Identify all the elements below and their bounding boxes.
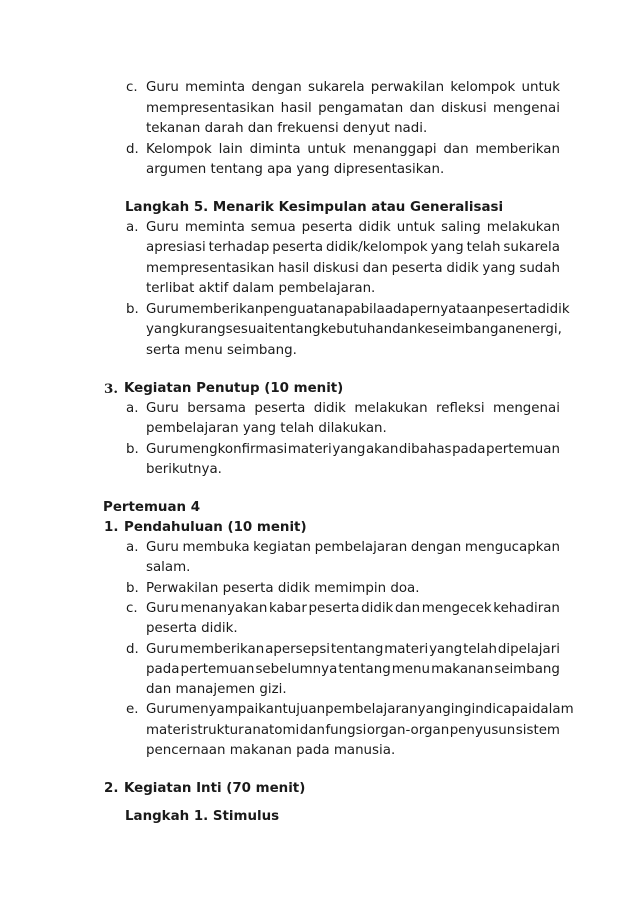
word: refleksi — [436, 401, 485, 416]
word: saling — [441, 220, 481, 235]
word: penyusun — [449, 723, 516, 738]
text-line — [146, 660, 560, 680]
text-line: terlibat aktif dalam pembelajaran. — [146, 281, 376, 296]
word: menu — [391, 662, 431, 677]
word: didik/kelompok — [326, 240, 428, 255]
text-line — [146, 320, 560, 340]
word: memberikan — [475, 142, 560, 157]
list-marker: c. — [126, 601, 138, 616]
list-marker: a. — [126, 540, 139, 555]
word: mengkonfirmasi — [179, 442, 288, 457]
meeting-heading: Pertemuan 4 — [103, 500, 201, 515]
word: Guru — [146, 302, 179, 317]
word: Guru — [146, 442, 179, 457]
text-line: Perwakilan peserta didik memimpin doa. — [146, 581, 420, 596]
word: terhadap — [208, 240, 270, 255]
word: mengecek — [421, 601, 492, 616]
list-marker: b. — [126, 442, 139, 457]
word: tentang — [330, 642, 384, 657]
text-line — [146, 140, 560, 160]
word: didik — [446, 261, 479, 276]
list-marker: b. — [126, 581, 139, 596]
word: keseimbangan — [417, 322, 516, 337]
text-line: argumen tentang apa yang dipresentasikan. — [146, 162, 445, 177]
word: ada — [384, 302, 410, 317]
word: dan — [409, 101, 435, 116]
word: peserta — [254, 401, 306, 416]
word: melakukan — [354, 401, 428, 416]
word: dengan — [410, 540, 462, 555]
word: sebelumnya — [255, 662, 338, 677]
section-number: 3. — [104, 381, 118, 397]
word: pembelajaran — [314, 540, 408, 555]
word: sistem — [515, 723, 560, 738]
word: meminta — [184, 220, 245, 235]
section-number: 2. — [104, 781, 119, 796]
word: Kelompok — [146, 142, 212, 157]
word: anatomi — [244, 723, 300, 738]
word: pada — [146, 662, 180, 677]
word: kebutuhan — [320, 322, 393, 337]
word: dicapai — [483, 702, 532, 717]
word: Guru — [146, 601, 179, 616]
text-line — [146, 538, 560, 558]
word: dan — [299, 723, 325, 738]
word: semua — [250, 220, 296, 235]
word: Guru — [146, 642, 179, 657]
text-line — [146, 700, 574, 720]
word: memberikan — [178, 302, 264, 317]
word: materi — [146, 723, 190, 738]
word: Guru — [146, 80, 179, 95]
list-marker: c. — [126, 80, 138, 95]
section-heading: Pendahuluan (10 menit) — [124, 520, 307, 535]
word: yang — [417, 702, 451, 717]
text-line: serta menu seimbang. — [146, 343, 297, 358]
list-marker: e. — [126, 702, 139, 717]
word: melakukan — [486, 220, 560, 235]
word: sukarela — [503, 240, 560, 255]
word: sudah — [519, 261, 560, 276]
word: tujuan — [282, 702, 326, 717]
word: yang — [146, 322, 180, 337]
word: yang — [482, 261, 516, 276]
word: menanggapi — [352, 142, 437, 157]
word: Guru — [146, 540, 179, 555]
word: telah — [463, 642, 498, 657]
word: didik — [358, 220, 391, 235]
section-number: 1. — [104, 520, 119, 535]
word: diskusi — [313, 261, 359, 276]
section-heading: Langkah 1. Stimulus — [125, 809, 280, 824]
word: dipelajari — [497, 642, 560, 657]
text-line — [146, 99, 560, 119]
word: energi, — [515, 322, 562, 337]
word: yang — [332, 442, 366, 457]
word: penguatan — [263, 302, 336, 317]
word: didik — [361, 601, 394, 616]
word: diminta — [249, 142, 301, 157]
word: pembelajaran — [325, 702, 418, 717]
word: apresiasi — [146, 240, 206, 255]
word: pernyataan — [409, 302, 487, 317]
text-line: berikutnya. — [146, 462, 222, 477]
word: yang — [429, 642, 463, 657]
word: kurang — [179, 322, 226, 337]
text-line — [146, 259, 560, 279]
text-line — [146, 238, 560, 258]
word: Guru — [146, 702, 179, 717]
text-line — [146, 78, 560, 98]
word: pada — [452, 442, 486, 457]
word: menyampaikan — [178, 702, 283, 717]
word: dibahas — [398, 442, 452, 457]
word: organ-organ — [366, 723, 450, 738]
word: mengucapkan — [464, 540, 560, 555]
section-heading: Kegiatan Inti (70 menit) — [124, 781, 306, 796]
word: dan — [392, 322, 418, 337]
text-line — [146, 599, 560, 619]
word: dan — [394, 601, 421, 616]
word: peserta — [301, 220, 353, 235]
word: hasil — [278, 261, 310, 276]
text-line: pencernaan makanan pada manusia. — [146, 743, 396, 758]
word: mempresentasikan — [146, 261, 275, 276]
text-line: dan manajemen gizi. — [146, 682, 287, 697]
text-line: pembelajaran yang telah dilakukan. — [146, 421, 387, 436]
word: pertemuan — [486, 442, 560, 457]
word: akan — [365, 442, 399, 457]
word: untuk — [521, 80, 560, 95]
word: menanyakan — [180, 601, 268, 616]
word: yang — [430, 240, 464, 255]
word: Guru — [146, 220, 179, 235]
word: Guru — [146, 401, 179, 416]
word: ingin — [450, 702, 484, 717]
list-marker: a. — [126, 220, 139, 235]
word: dengan — [251, 80, 302, 95]
word: kehadiran — [493, 601, 560, 616]
word: peserta — [272, 240, 324, 255]
word: struktur — [190, 723, 244, 738]
word: untuk — [396, 220, 436, 235]
word: mempresentasikan — [146, 101, 275, 116]
list-marker: d. — [126, 642, 139, 657]
text-line — [146, 399, 560, 419]
text-line: tekanan darah dan frekuensi denyut nadi. — [146, 121, 428, 136]
text-line: peserta didik. — [146, 621, 238, 636]
text-line — [146, 300, 570, 320]
word: fungsi — [325, 723, 367, 738]
word: pertemuan — [180, 662, 255, 677]
word: dan — [443, 142, 469, 157]
word: untuk — [307, 142, 346, 157]
word: didik — [313, 401, 346, 416]
word: materi — [287, 442, 332, 457]
text-line — [146, 640, 560, 660]
word: sukarela — [307, 80, 365, 95]
word: perwakilan — [370, 80, 445, 95]
word: seimbang — [494, 662, 560, 677]
word: meminta — [185, 80, 246, 95]
word: peserta — [308, 601, 360, 616]
section-heading: Langkah 5. Menarik Kesimpulan atau Generalisasi — [125, 200, 504, 215]
word: tentang — [338, 662, 391, 677]
word: peserta — [391, 261, 443, 276]
word: dalam — [531, 702, 574, 717]
text-line — [146, 218, 560, 238]
word: apersepsi — [265, 642, 331, 657]
word: dan — [362, 261, 388, 276]
word: telah — [466, 240, 501, 255]
word: kelompok — [450, 80, 516, 95]
word: memberikan — [179, 642, 265, 657]
word: diskusi — [440, 101, 487, 116]
word: makanan — [431, 662, 494, 677]
text-line — [146, 721, 560, 741]
word: pengamatan — [318, 101, 404, 116]
word: membuka — [182, 540, 250, 555]
word: didik — [537, 302, 570, 317]
word: mengenai — [493, 101, 560, 116]
text-line: salam. — [146, 560, 191, 575]
word: peserta — [486, 302, 538, 317]
word: bersama — [187, 401, 246, 416]
word: tentang — [268, 322, 321, 337]
word: apabila — [335, 302, 385, 317]
word: kegiatan — [253, 540, 312, 555]
text-line — [146, 440, 560, 460]
word: mengenai — [493, 401, 560, 416]
word: sesuai — [225, 322, 269, 337]
word: hasil — [280, 101, 312, 116]
word: lain — [218, 142, 243, 157]
list-marker: a. — [126, 401, 139, 416]
section-heading: Kegiatan Penutup (10 menit) — [124, 381, 344, 396]
word: materi — [384, 642, 429, 657]
word: kabar — [268, 601, 307, 616]
list-marker: b. — [126, 302, 139, 317]
list-marker: d. — [126, 142, 139, 157]
